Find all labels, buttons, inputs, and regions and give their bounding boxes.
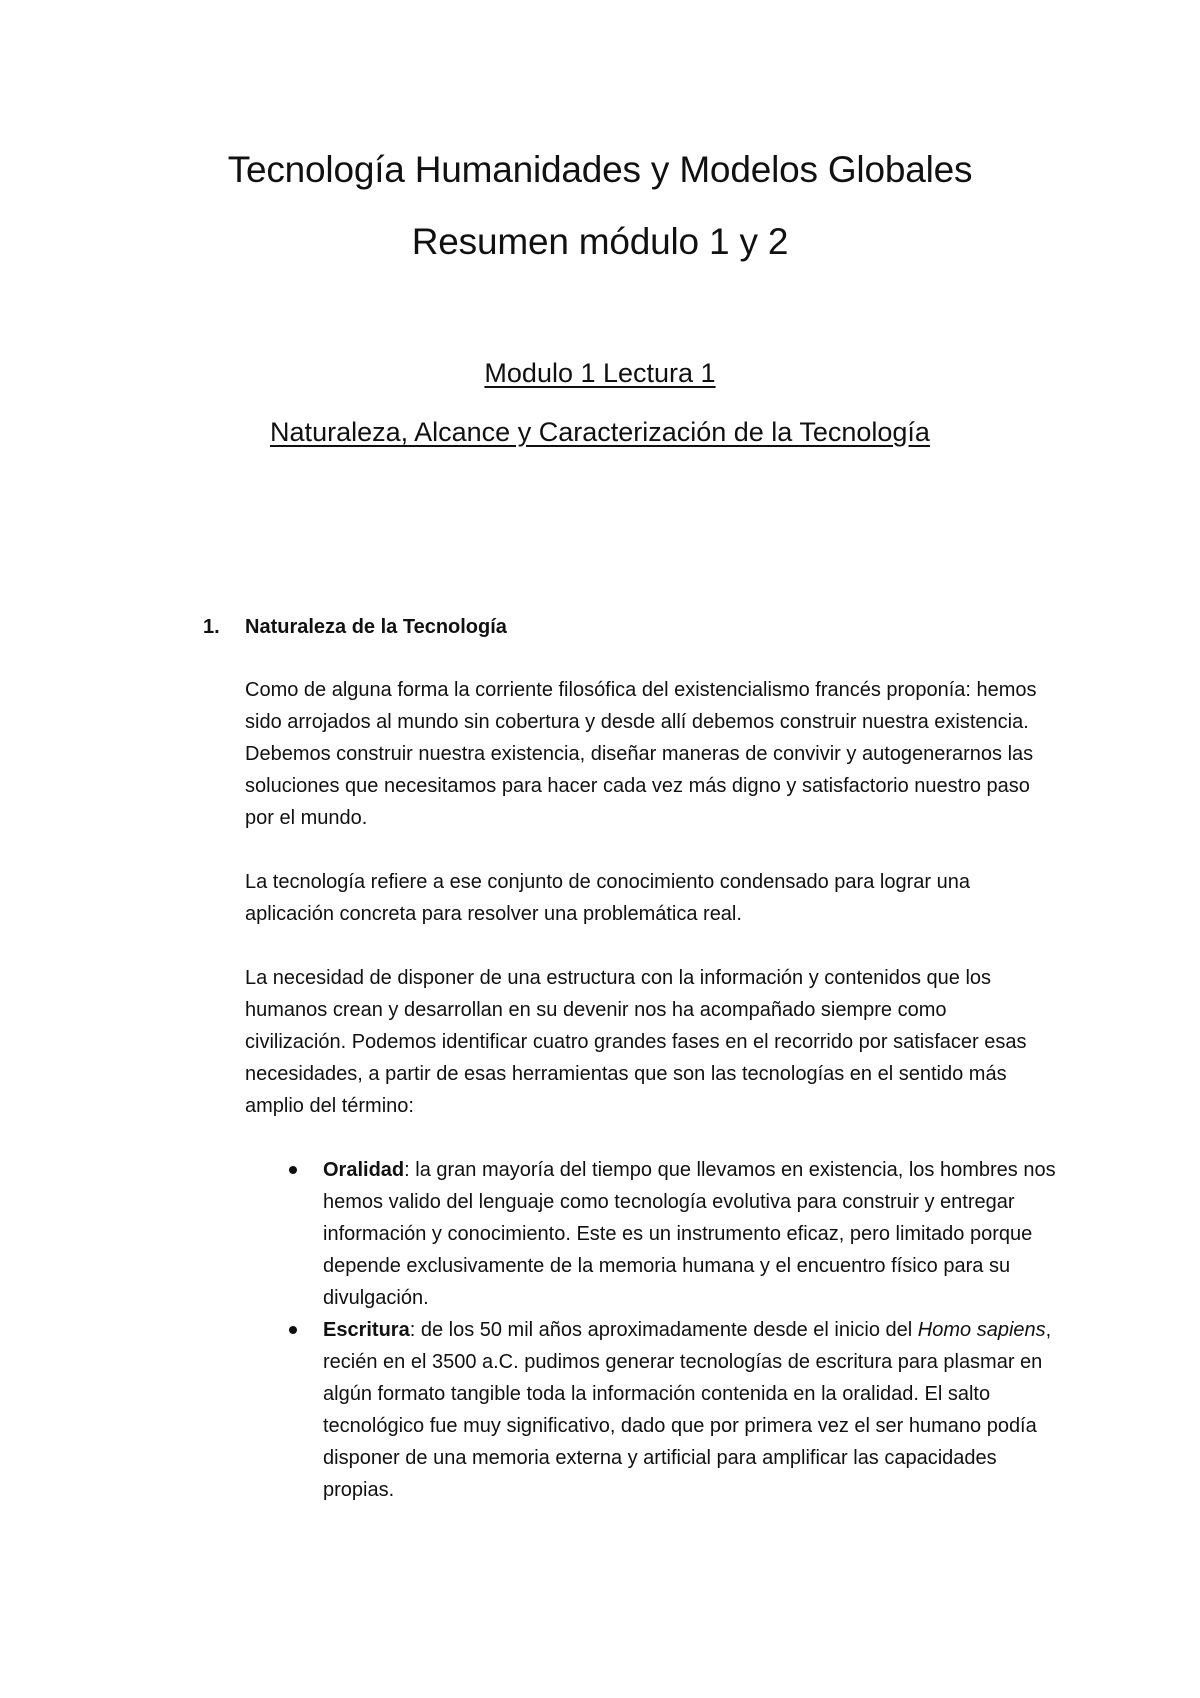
section-heading: [203, 612, 507, 642]
list-item-oralidad: [245, 1154, 1065, 1314]
paragraph-existencialismo: Como de alguna forma la corriente filosófica del existencialismo francés proponía: hemos sido arrojados al mundo sin cobertura y desde allí debemos construir nuestra existencia. Debemos construir nuestra existencia, diseñar maneras de convivir y autogenerarnos las soluciones que necesitamos para hacer cada vez más digno y satisfactorio nuestro paso por el mundo.: [245, 679, 1037, 829]
module-heading: Modulo 1 Lectura 1: [484, 358, 716, 388]
term-escritura: Escritura: [323, 1319, 410, 1341]
bullet-icon: [289, 1166, 297, 1174]
escritura-italic-term: Homo sapiens: [917, 1319, 1046, 1341]
document-subtitle: Resumen módulo 1 y 2: [411, 221, 789, 262]
escritura-text-before: : de los 50 mil años aproximadamente desde el inicio del: [409, 1319, 918, 1341]
paragraph-definicion: La tecnología refiere a ese conjunto de conocimiento condensado para lograr una aplicación concreta para resolver una problemática real.: [245, 871, 970, 925]
paragraph-fases: La necesidad de disponer de una estructura con la información y contenidos que los humanos crean y desarrollan en su devenir nos ha acompañado siempre como civilización. Podemos identificar cuatro grandes fases en el recorrido por satisfacer esas necesidades, a partir de esas herramientas que son las tecnologías en el sentido más amplio del término:: [245, 967, 1027, 1117]
term-oralidad: Oralidad: [323, 1159, 405, 1181]
section-number: 1.: [203, 616, 220, 638]
phases-list: [245, 1154, 1065, 1506]
document-title: Tecnología Humanidades y Modelos Globales: [227, 149, 973, 190]
lecture-title: Naturaleza, Alcance y Caracterización de la Tecnología: [270, 417, 930, 447]
bullet-icon: [289, 1326, 297, 1334]
list-item-escritura: [245, 1314, 1065, 1506]
oralidad-text: : la gran mayoría del tiempo que llevamos en existencia, los hombres nos hemos valido del lenguaje como tecnología evolutiva para construir y entregar información y conocimiento. Este es un instrumento eficaz, pero limitado porque depende exclusivamente de la memoria humana y el encuentro físico para su divulgación.: [323, 1159, 1056, 1309]
escritura-text-after: , recién en el 3500 a.C. pudimos generar tecnologías de escritura para plasmar en algún formato tangible toda la información contenida en la oralidad. El salto tecnológico fue muy significativo, dado que por primera vez el ser humano podía disponer de una memoria externa y artificial para amplificar las capacidades propias.: [323, 1319, 1052, 1501]
section-title: Naturaleza de la Tecnología: [245, 616, 507, 638]
